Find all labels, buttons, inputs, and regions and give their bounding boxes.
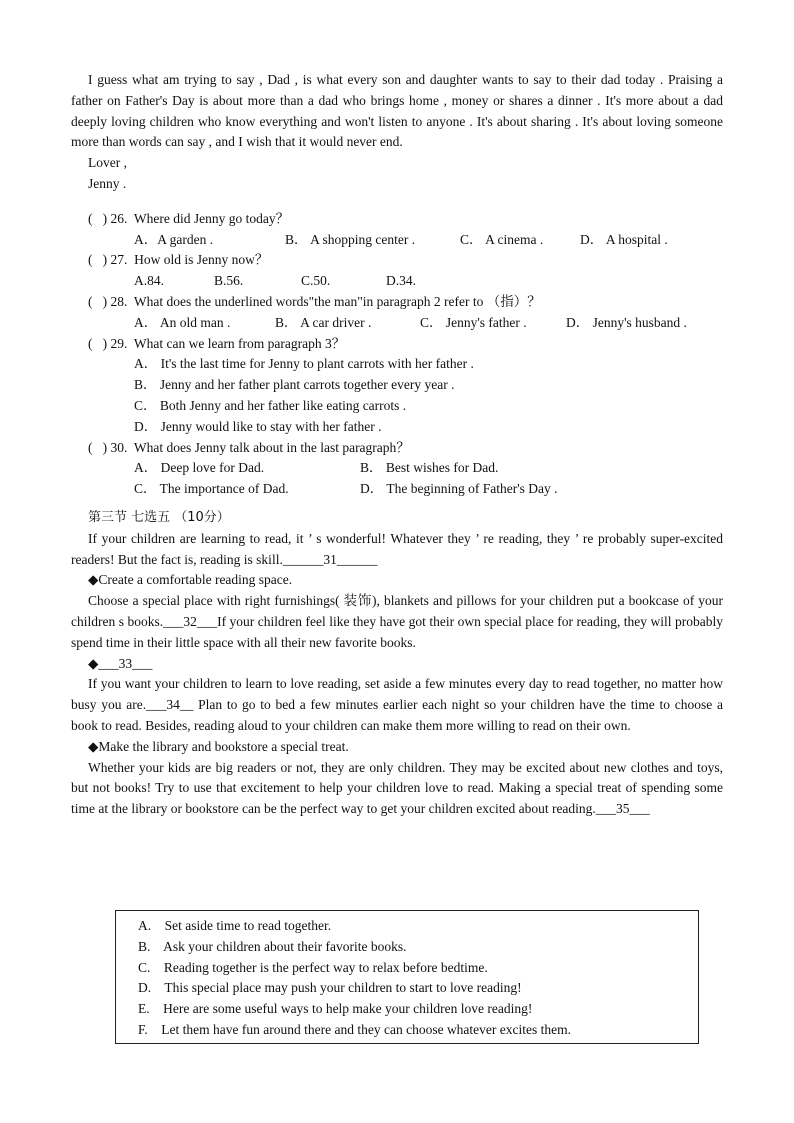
question-26	[71, 209, 723, 251]
options-row	[71, 479, 723, 500]
option: D． A hospital .	[580, 231, 668, 247]
option: C． Both Jenny and her father like eating carrots .	[134, 397, 407, 413]
option: B． Jenny and her father plant carrots together every year .	[134, 377, 455, 393]
choice-c: C. Reading together is the perfect way to relax before bedtime.	[138, 959, 488, 975]
option: D． Jenny's husband .	[566, 314, 687, 330]
section3-heading-2: ◆___33___	[88, 655, 153, 671]
option: D． Jenny would like to stay with her father .	[134, 418, 382, 434]
option: C． Jenny's father .	[420, 314, 527, 330]
option: B． A car driver .	[275, 314, 372, 330]
question-29	[71, 334, 723, 438]
section3-heading-1: ◆Create a comfortable reading space.	[88, 572, 293, 588]
question-stem: ( ) 26. Where did Jenny go today？	[88, 210, 290, 226]
section3-paragraph-3: If you want your children to learn to love reading, set aside a few minutes every day to read together, no matter how busy you are.___34__ Plan to go to bed a few minutes earlier each night so your children have the time to choose a book to read. Besides, reading aloud to your children can make them more willing to read on their own.	[71, 676, 723, 733]
choice-d: D. This special place may push your children to start to love reading!	[138, 980, 522, 996]
question-stem: ( ) 30. What does Jenny talk about in the last paragraph？	[88, 439, 410, 455]
options-row	[71, 458, 723, 479]
option: C． A cinema .	[460, 231, 544, 247]
options-row	[71, 230, 723, 251]
option: A． It's the last time for Jenny to plant carrots with her father .	[134, 356, 474, 372]
option: A． An old man .	[134, 314, 231, 330]
section3-paragraph-4: Whether your kids are big readers or not, they are only children. They may be excited about new clothes and toys, but not books! Try to use that excitement to help your children love to read. Making a special treat of spending some time at the library or bookstore can be the perfect way to get your children excited about reading.___35___	[71, 759, 723, 817]
option: C.50.	[301, 273, 331, 289]
option: A．A garden .	[134, 231, 214, 247]
passage-last-paragraph: I guess what am trying to say , Dad , is what every son and daughter wants to say to their dad today . Praising a father on Father's Day is about more than a dad who brings home , money or shares a dinner . It's more about a dad deeply loving children who know everything and won't listen to anyone . It's about sharing . It's about loving someone more than words can say , and I wish that it would never end.	[71, 72, 723, 150]
option: D.34.	[386, 273, 416, 289]
letter-closing: Lover ,	[88, 155, 127, 171]
question-stem: ( ) 29. What can we learn from paragraph 3？	[88, 335, 346, 351]
choice-f: F. Let them have fun around there and they can choose whatever excites them.	[138, 1021, 572, 1037]
section-title: 第三节 七选五 （10分）	[88, 509, 230, 525]
option: B． A shopping center .	[285, 231, 416, 247]
options-row	[71, 271, 723, 292]
worksheet-page	[71, 70, 723, 820]
question-27	[71, 250, 723, 292]
choice-b: B. Ask your children about their favorite books.	[138, 938, 407, 954]
option: D． The beginning of Father's Day .	[360, 481, 558, 497]
section3-heading-3: ◆Make the library and bookstore a special treat.	[88, 738, 349, 754]
option: B.56.	[214, 273, 244, 289]
section3-paragraph-2: Choose a special place with right furnishings( 装饰), blankets and pillows for your children put a bookcase of your children s books.___32___If your children feel like they have got their own special place for reading, they will probably spend time in their little space with all their new favorite books.	[71, 593, 723, 650]
letter-signature: Jenny .	[88, 175, 127, 191]
option: B． Best wishes for Dad.	[360, 460, 499, 476]
options-row	[71, 313, 723, 334]
section3-paragraph-1: If your children are learning to read, it ’ s wonderful! Whatever they ’ re reading, they ’ re probably super-excited readers! But the fact is, reading is skill.______31______	[71, 530, 723, 567]
option: A.84.	[134, 273, 164, 289]
option: C． The importance of Dad.	[134, 481, 289, 497]
question-stem: ( ) 28. What does the underlined words"the man"in paragraph 2 refer to （指）？	[88, 293, 541, 309]
option: A． Deep love for Dad.	[134, 460, 265, 476]
choice-a: A. Set aside time to read together.	[138, 918, 332, 933]
question-30	[71, 438, 723, 500]
question-stem: ( ) 27. How old is Jenny now？	[88, 252, 269, 268]
choices-box	[115, 910, 699, 1044]
choice-e: E. Here are some useful ways to help make your children love reading!	[138, 1001, 533, 1017]
question-28	[71, 292, 723, 334]
